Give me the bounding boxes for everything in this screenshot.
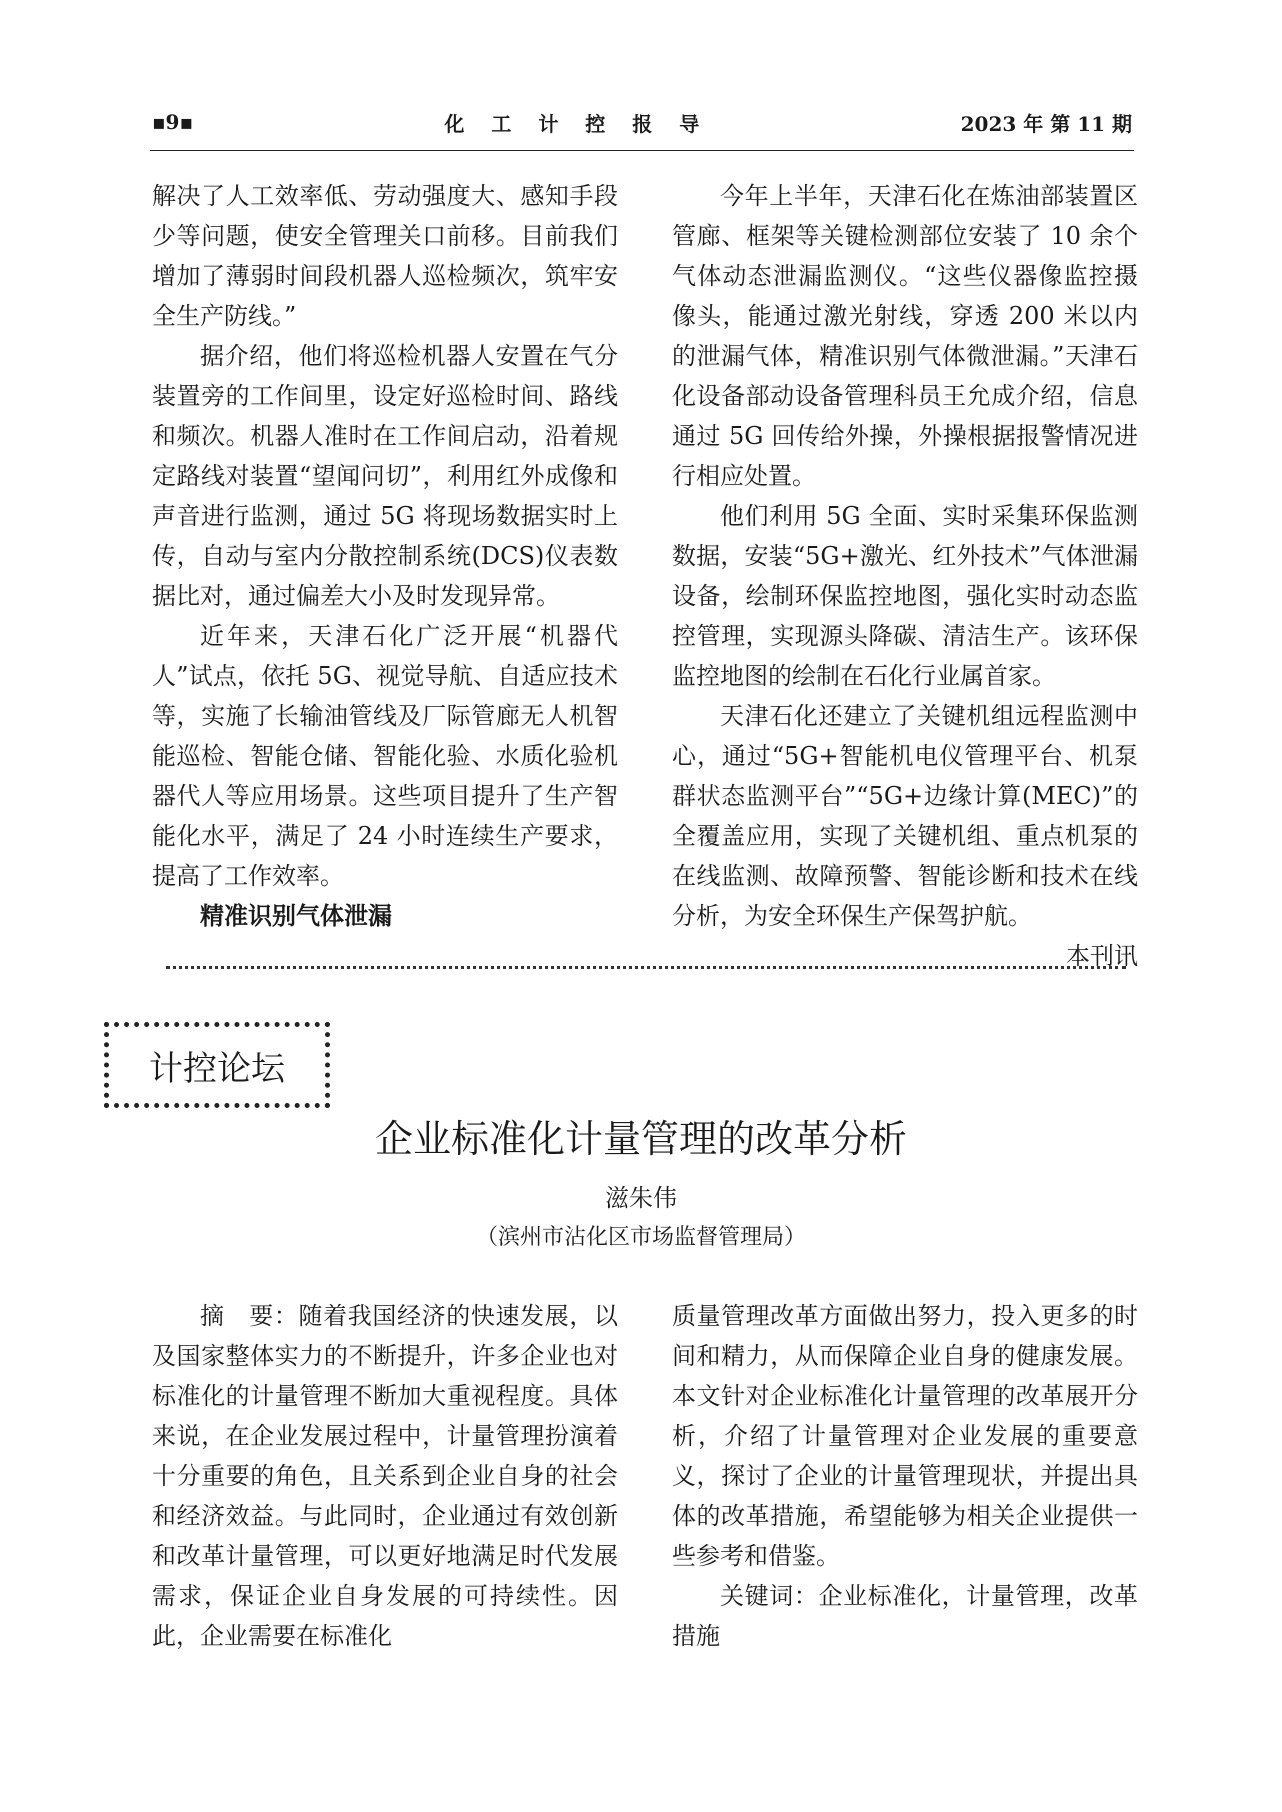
page-header xyxy=(152,104,1132,140)
abstract-text: 摘 要：随着我国经济的快速发展，以及国家整体实力的不断提升，许多企业也对标准化的计量管理不断加大重视程度。具体来说，在企业发展过程中，计量管理扮演着十分重要的角色，且关系到企业自身的社会和经济效益。与此同时，企业通过有效创新和改革计量管理，可以更好地满足时代发展需求，保证企业自身发展的可持续性。因此，企业需要在标准化 xyxy=(152,1302,618,1650)
issue-label: 2023 年 第 11 期 xyxy=(960,111,1132,136)
page-number: ▪9▪ xyxy=(152,110,194,134)
news-paragraph: 近年来，天津石化广泛开展“机器代人”试点，依托 5G、视觉导航、自适应技术等，实施了长输油管线及厂际管廊无人机智能巡检、智能仓储、智能化验、水质化验机器代人等应用场景。这些项目提升了生产智能化水平，满足了 24 小时连续生产要求，提高了工作效率。 xyxy=(152,622,618,890)
article-title: 企业标准化计量管理的改革分析 xyxy=(374,1117,907,1161)
section-label-box xyxy=(104,1022,330,1108)
news-paragraph: 他们利用 5G 全面、实时采集环保监测数据，安装“5G+激光、红外技术”气体泄漏设备，绘制环保监控地图，强化实时动态监控管理，实现源头降碳、清洁生产。该环保监控地图的绘制在石化行业属首家。 xyxy=(672,502,1138,690)
journal-title: 化 工 计 控 报 导 xyxy=(444,111,710,136)
abstract-right-column xyxy=(672,1296,1138,1656)
header-rule xyxy=(150,150,1134,151)
news-paragraph: 今年上半年，天津石化在炼油部装置区管廊、框架等关键检测部位安装了 10 余个气体动态泄漏监测仪。“这些仪器像监控摄像头，能通过激光射线，穿透 200 米以内的泄漏气体，精准识别气体微泄漏。”天津石化设备部动设备管理科员王允成介绍，信息通过 5G 回传给外操，外操根据报警情况进行相应处置。 xyxy=(672,182,1138,490)
news-left-column xyxy=(152,176,618,936)
news-paragraph: 据介绍，他们将巡检机器人安置在气分装置旁的工作间里，设定好巡检时间、路线和频次。机器人准时在工作间启动，沿着规定路线对装置“望闻问切”，利用红外成像和声音进行监测，通过 5G 将现场数据实时上传，自动与室内分散控制系统(DCS)仪表数据比对，通过偏差大小及时发现异常。 xyxy=(152,342,618,610)
news-paragraph: 解决了人工效率低、劳动强度大、感知手段少等问题，使安全管理关口前移。目前我们增加了薄弱时间段机器人巡检频次，筑牢安全生产防线。” xyxy=(152,182,618,330)
abstract-left-column xyxy=(152,1296,618,1656)
news-right-column xyxy=(672,176,1138,976)
news-signoff: 本刊讯 xyxy=(1066,942,1138,970)
keywords: 关键词：企业标准化，计量管理，改革措施 xyxy=(672,1582,1138,1650)
news-paragraph: 天津石化还建立了关键机组远程监测中心，通过“5G+智能机电仪管理平台、机泵群状态监测平台”“5G+边缘计算(MEC)”的全覆盖应用，实现了关键机组、重点机泵的在线监测、故障预警、智能诊断和技术在线分析，为安全环保生产保驾护航。 xyxy=(672,702,1138,930)
article-affiliation: （滨州市沾化区市场监督管理局） xyxy=(475,1225,806,1250)
abstract-text-continued: 质量管理改革方面做出努力，投入更多的时间和精力，从而保障企业自身的健康发展。本文针对企业标准化计量管理的改革展开分析，介绍了计量管理对企业发展的重要意义，探讨了企业的计量管理现状，并提出具体的改革措施，希望能够为相关企业提供一些参考和借鉴。 xyxy=(672,1302,1138,1570)
dotted-separator xyxy=(166,966,1126,969)
section-label: 计控论坛 xyxy=(149,1048,285,1089)
news-subheading: 精准识别气体泄漏 xyxy=(200,902,392,930)
article-author: 滋朱伟 xyxy=(605,1184,677,1212)
